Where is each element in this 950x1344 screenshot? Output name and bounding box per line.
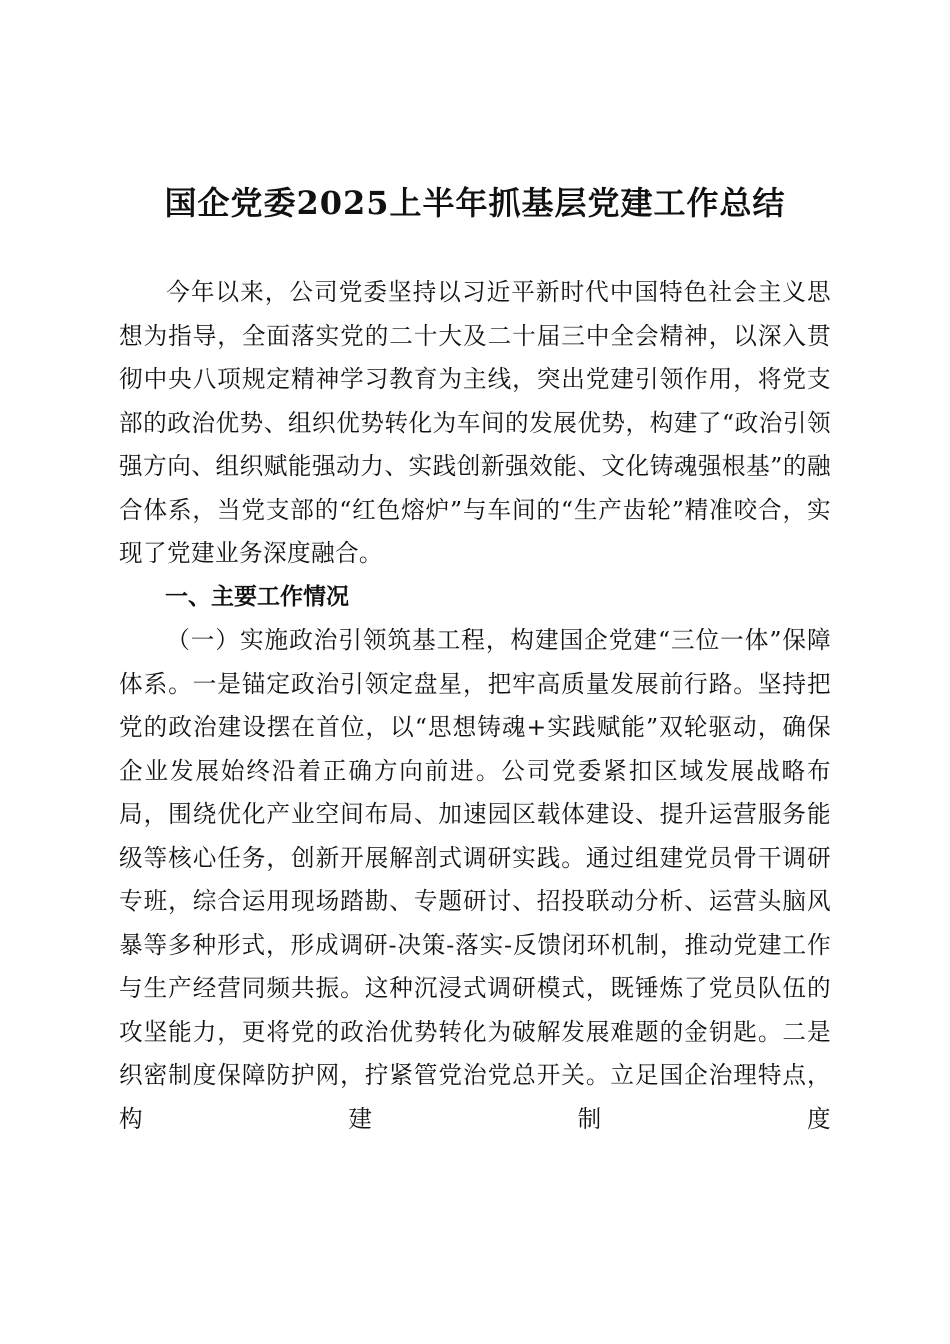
document-body [119, 271, 831, 1141]
intro-paragraph: 今年以来，公司党委坚持以习近平新时代中国特色社会主义思想为指导，全面落实党的二十大及二十届三中全会精神，以深入贯彻中央八项规定精神学习教育为主线，突出党建引领作用，将党支部的政治优势、组织优势转化为车间的发展优势，构建了“政治引领强方向、组织赋能强动力、实践创新强效能、文化铸魂强根基”的融合体系，当党支部的“红色熔炉”与车间的“生产齿轮”精准咬合，实现了党建业务深度融合。 [119, 278, 831, 567]
document-title: 国企党委2025上半年抓基层党建工作总结 [164, 184, 786, 222]
section-heading: 一、主要工作情况 [165, 583, 349, 610]
section-paragraph: （一）实施政治引领筑基工程，构建国企党建“三位一体”保障体系。一是锚定政治引领定盘星，把牢高质量发展前行路。坚持把党的政治建设摆在首位，以“思想铸魂+实践赋能”双轮驱动，确保企业发展始终沿着正确方向前进。公司党委紧扣区域发展战略布局，围绕优化产业空间布局、加速园区载体建设、提升运营服务能级等核心任务，创新开展解剖式调研实践。通过组建党员骨干调研专班，综合运用现场踏勘、专题研讨、招投联动分析、运营头脑风暴等多种形式，形成调研-决策-落实-反馈闭环机制，推动党建工作与生产经营同频共振。这种沉浸式调研模式，既锤炼了党员队伍的攻坚能力，更将党的政治优势转化为破解发展难题的金钥匙。二是织密制度保障防护网，拧紧管党治党总开关。立足国企治理特点，构建制度 [119, 626, 831, 1133]
